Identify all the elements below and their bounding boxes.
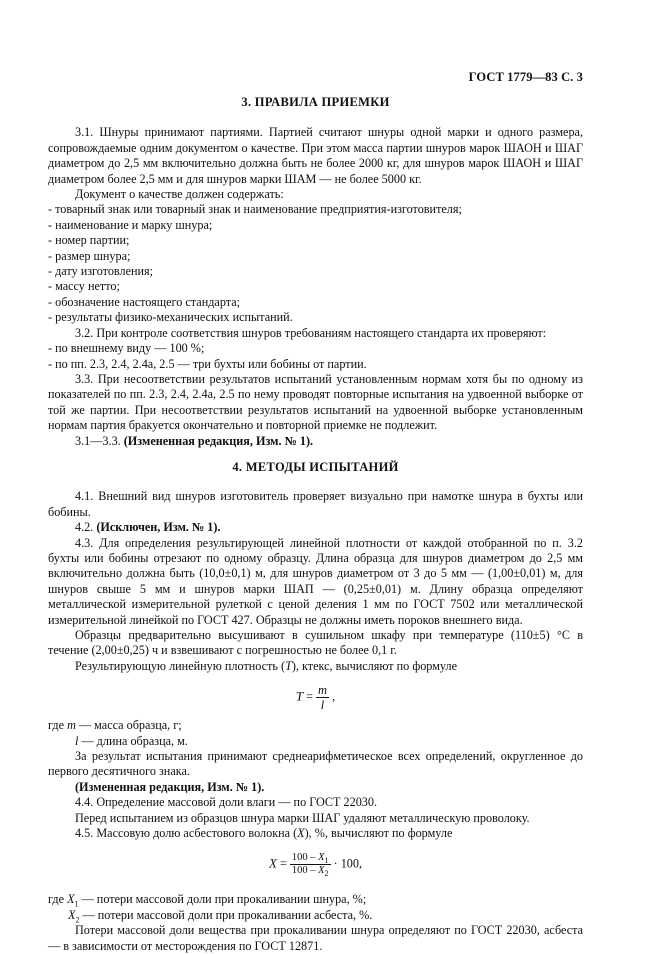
formula-tail: · 100, — [330, 856, 363, 871]
page-header: ГОСТ 1779—83 С. 3 — [468, 70, 583, 84]
paragraph-4-3: 4.3. Для определения результирующей линейной плотности от каждой отобранной по п. 3.2 бухты или бобины отрезают по одному образцу. Длина образца для шнуров диаметром до 2,5 мм включительно должна быть (10,0±0,1) м, для шнуров диаметром от 3 до 5 мм — (1,00±0,01) м, для шнуров свыше 5 мм и шнуров марки ШАП — (0,25±0,01) м. Длину образца определяют металлической измерительной рулеткой с ценой деления 1 мм по ГОСТ 7502 или металлической измерительной линейкой по ГОСТ 427. Образцы не должны иметь пороков внешнего вида. — [48, 535, 583, 627]
variable-x: X — [67, 892, 75, 907]
paragraph-4-2-text: (Исключен, Изм. № 1). — [96, 520, 221, 535]
text-fragment: 100 – — [291, 865, 319, 877]
document-body — [48, 96, 583, 954]
text-fragment: 100 – — [291, 852, 319, 864]
list-item: - по внешнему виду — 100 %; — [48, 341, 205, 356]
list-item: - результаты физико-механических испытаний. — [48, 310, 293, 325]
amendment-text: (Измененная редакция, Изм. № 1). — [123, 433, 314, 448]
variable-t: T — [285, 658, 292, 673]
formula-tail: , — [329, 689, 336, 704]
variable-x: X — [68, 907, 76, 922]
variable-x: X — [318, 852, 325, 864]
section-4-title: 4. МЕТОДЫ ИСПЫТАНИЙ — [232, 459, 399, 474]
paragraph-3-2: 3.2. При контроле соответствия шнуров требованиям настоящего стандарта их проверяют: — [75, 325, 547, 340]
paragraph-3-3: 3.3. При несоответствии результатов испытаний установленным нормам хотя бы по одному из показателей по пп. 2.3, 2.4, 2.4а, 2.5 по нему проводят повторные испытания на удвоенной выборке от той же партии. При несоответствии результатов испытаний на удвоенной выборке установленным нормам партия бракуется окончательно и повторной приемке не подлежит. — [48, 371, 583, 433]
variable-x: X — [318, 865, 325, 877]
where-l-text: — длина образца, м. — [78, 733, 188, 748]
list-item: - наименование и марку шнура; — [48, 217, 213, 232]
formula-numerator: m — [318, 683, 328, 698]
list-item: - обозначение настоящего стандарта; — [48, 294, 241, 309]
where-word: где — [48, 718, 65, 733]
formula-numerator — [290, 852, 331, 865]
variable-l: l — [75, 733, 79, 748]
where-m — [48, 718, 583, 733]
list-item: - размер шнура; — [48, 248, 131, 263]
paragraph-4-2 — [48, 520, 583, 535]
paragraph-4-4: 4.4. Определение массовой доли влаги — по ГОСТ 22030. — [75, 795, 378, 810]
variable-x: X — [297, 826, 305, 841]
formula-denominator — [290, 865, 331, 877]
text-fragment: 4.5. Массовую долю асбестового волокна ( — [75, 826, 298, 841]
paragraph-4-3-result: За результат испытания принимают среднеарифметическое всех определений, округленное до первого десятичного знака. — [48, 749, 583, 779]
subscript: 1 — [74, 899, 79, 909]
formula-lhs: T — [295, 688, 304, 704]
formula-denominator: l — [320, 698, 325, 713]
doc-contents-intro: Документ о качестве должен содержать: — [75, 187, 284, 202]
where-x2 — [48, 908, 583, 923]
where-l — [48, 734, 583, 749]
amendment-note — [48, 434, 583, 449]
amendment-note — [48, 780, 583, 795]
where-x1-text: — потери массовой доли при прокаливании шнура, %; — [78, 892, 367, 907]
amendment-ref: 3.1—3.3. — [75, 433, 121, 448]
formula-eq: = — [276, 856, 290, 871]
paragraph-4-1: 4.1. Внешний вид шнуров изготовитель проверяет визуально при намотке шнура в бухты или бобины. — [48, 489, 583, 519]
text-fragment: ), ктекс, вычисляют по формуле — [291, 658, 457, 673]
formula-linear-density — [48, 678, 583, 718]
formula-fraction — [316, 683, 329, 712]
formula-asbestos-fraction — [48, 846, 583, 892]
paragraph-4-2-ref: 4.2. — [75, 520, 94, 535]
where-m-text: — масса образца, г; — [75, 718, 182, 733]
text-fragment: ), %, вычисляют по формуле — [304, 826, 453, 841]
text-fragment: Результирующую линейную плотность ( — [75, 658, 286, 673]
list-item: - дату изготовления; — [48, 264, 154, 279]
paragraph-3-1: 3.1. Шнуры принимают партиями. Партией считают шнуры одной марки и одного размера, сопровождаемые одним документом о качестве. При этом масса партии шнуров марок ШАОН и ШАГ диаметром до 2,5 мм включительно должна быть не более 2000 кг, для шнуров марок ШАОН и ШАГ диаметром более 2,5 мм и для шнуров марки ШАМ — не более 5000 кг. — [48, 125, 583, 186]
list-item: - номер партии; — [48, 233, 130, 248]
subscript: 2 — [324, 869, 329, 879]
list-item: - массу нетто; — [48, 279, 120, 294]
formula-fraction — [290, 852, 331, 877]
where-x2-text: — потери массовой доли при прокаливании асбеста, %. — [79, 907, 373, 922]
paragraph-4-3-formula-intro — [48, 659, 583, 674]
section-3-title: 3. ПРАВИЛА ПРИЕМКИ — [241, 95, 390, 109]
where-word: где — [48, 892, 65, 907]
list-item: - товарный знак или товарный знак и наименование предприятия-изготовителя; — [48, 202, 462, 217]
paragraph-4-5 — [48, 826, 583, 841]
paragraph-4-5-note: Потери массовой доли вещества при прокаливании шнура определяют по ГОСТ 22030, асбеста — в зависимости от месторождения по ГОСТ 12871. — [48, 923, 583, 953]
list-item: - по пп. 2.3, 2.4, 2.4а, 2.5 — три бухты или бобины от партии. — [48, 356, 367, 371]
paragraph-4-3-drying: Образцы предварительно высушивают в сушильном шкафу при температуре (110±5) °С в течение (2,00±0,25) ч и взвешивают с погрешностью не более 0,1 г. — [48, 628, 583, 658]
subscript: 1 — [324, 856, 329, 866]
amendment-text: (Измененная редакция, Изм. № 1). — [75, 779, 265, 794]
where-x1 — [48, 892, 583, 907]
paragraph-4-4-note: Перед испытанием из образцов шнура марки ШАГ удаляют металлическую проволоку. — [75, 810, 530, 825]
formula-lhs: X — [268, 855, 277, 871]
variable-m: m — [67, 718, 76, 733]
formula-eq: = — [303, 689, 317, 704]
subscript: 2 — [75, 915, 80, 925]
